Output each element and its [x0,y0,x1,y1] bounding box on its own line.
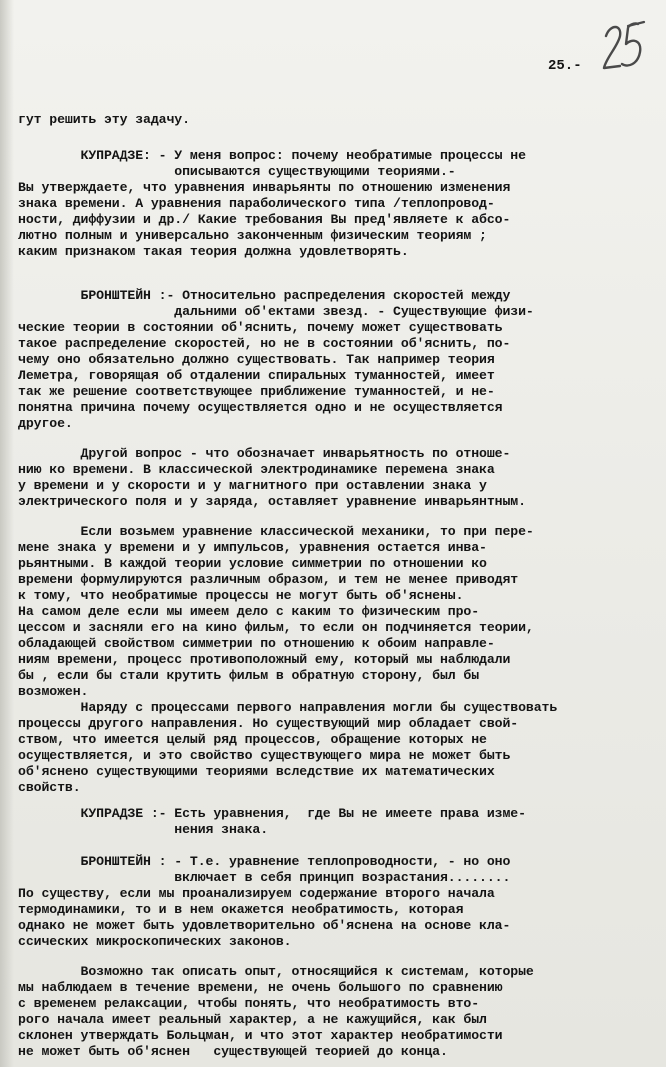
handwritten-page-number [600,18,648,74]
text-line: ности, диффузии и др./ Какие требования Вы пред'являете к абсо- [18,212,511,227]
text-line: времени формулируются различным образом, и тем не менее приводят [18,572,519,587]
text-line: склонен утверждать Больцман, и что этот характер необратимости [18,1028,503,1043]
text-line: КУПРАДЗЕ: - У меня вопрос: почему необратимые процессы не [18,148,526,163]
text-line: ством, что имеется целый ряд процессов, обращение которых не [18,732,487,747]
text-line: На самом деле если мы имеем дело с каким то физическим про- [18,604,480,619]
text-line: чему оно обязательно должно существовать. Так например теория [18,352,495,367]
text-line: Другой вопрос - что обозначает инварьятность по отноше- [18,446,511,461]
text-line: бы , если бы стали крутить фильм в обратную сторону, был бы [18,668,480,683]
text-line: описываются существующими теориями.- [18,164,456,179]
page-number: 25.- [548,58,582,74]
text-line: каким признаком такая теория должна удовлетворять. [18,244,409,259]
text-line: электрического поля и у заряда, оставляет уравнение инварьянтным. [18,494,526,509]
text-line: так же решение соответствующее приближение туманностей, и не- [18,384,495,399]
text-line: Наряду с процессами первого направления могли бы существовать [18,700,558,715]
text-line: мы наблюдаем в течение времени, не очень большого по сравнению [18,980,503,995]
text-line: гут решить эту задачу. [18,112,190,127]
text-line: мене знака у времени и у импульсов, уравнения остается инва- [18,540,487,555]
text-line: к тому, что необратимые процессы не могут быть об'яснены. [18,588,464,603]
text-line: Вы утверждаете, что уравнения инварьянты по отношению изменения [18,180,511,195]
text-line: рьянтными. В каждой теории условие симметрии по отношении ко [18,556,487,571]
text-line: свойств. [18,780,81,795]
text-line: нения знака. [18,822,269,837]
text-line: дальними об'ектами звезд. - Существующие физи- [18,304,534,319]
text-line: Возможно так описать опыт, относящийся к системам, которые [18,964,534,979]
text-line: у времени и у скорости и у магнитного при оставлении знака у [18,478,487,493]
text-line: Леметра, говорящая об отдалении спиральных туманностей, имеет [18,368,495,383]
text-line: возможен. [18,684,89,699]
text-line: БРОНШТЕЙН : - Т.е. уравнение теплопроводности, - но оно [18,854,511,869]
text-line: лютно полным и универсально законченным физическим теориям ; [18,228,487,243]
text-line: цессом и засняли его на кино фильм, то если он подчиняется теории, [18,620,534,635]
text-line: такое распределение скоростей, но не в состоянии об'яснить, по- [18,336,511,351]
text-line: об'яснено существующими теориями вследствие их математических [18,764,495,779]
text-line: нию ко времени. В классической электродинамике перемена знака [18,462,495,477]
text-line: однако не может быть удовлетворительно об'яснена на основе кла- [18,918,511,933]
text-line: По существу, если мы проанализируем содержание второго начала [18,886,495,901]
text-line: БРОНШТЕЙН :- Относительно распределения скоростей между [18,288,511,303]
text-line: процессы другого направления. Но существующий мир обладает свой- [18,716,519,731]
text-line: термодинамики, то и в нем окажется необратимость, которая [18,902,464,917]
text-line: ссических микроскопических законов. [18,934,292,949]
text-line: КУПРАДЗЕ :- Есть уравнения, где Вы не имеете права изме- [18,806,526,821]
text-line: включает в себя принцип возрастания........ [18,870,511,885]
text-line: не может быть об'яснен существующей теорией до конца. [18,1044,448,1059]
text-line: Если возьмем уравнение классической механики, то при пере- [18,524,534,539]
text-line: с временем релаксации, чтобы понять, что необратимость вто- [18,996,480,1011]
text-line: знака времени. А уравнения параболического типа /теплопровод- [18,196,495,211]
text-line: рого начала имеет реальный характер, а не кажущийся, как был [18,1012,487,1027]
text-line: ниям времени, процесс противоположный ему, который мы наблюдали [18,652,511,667]
text-line: осуществляется, и это свойство существующего мира не может быть [18,748,511,763]
text-line: обладающей свойством симметрии по отношению к обоим направле- [18,636,495,651]
text-line: другое. [18,416,73,431]
text-line: понятна причина почему осуществляется одно и не осуществляется [18,400,503,415]
text-line: ческие теории в состоянии об'яснить, почему может существовать [18,320,503,335]
